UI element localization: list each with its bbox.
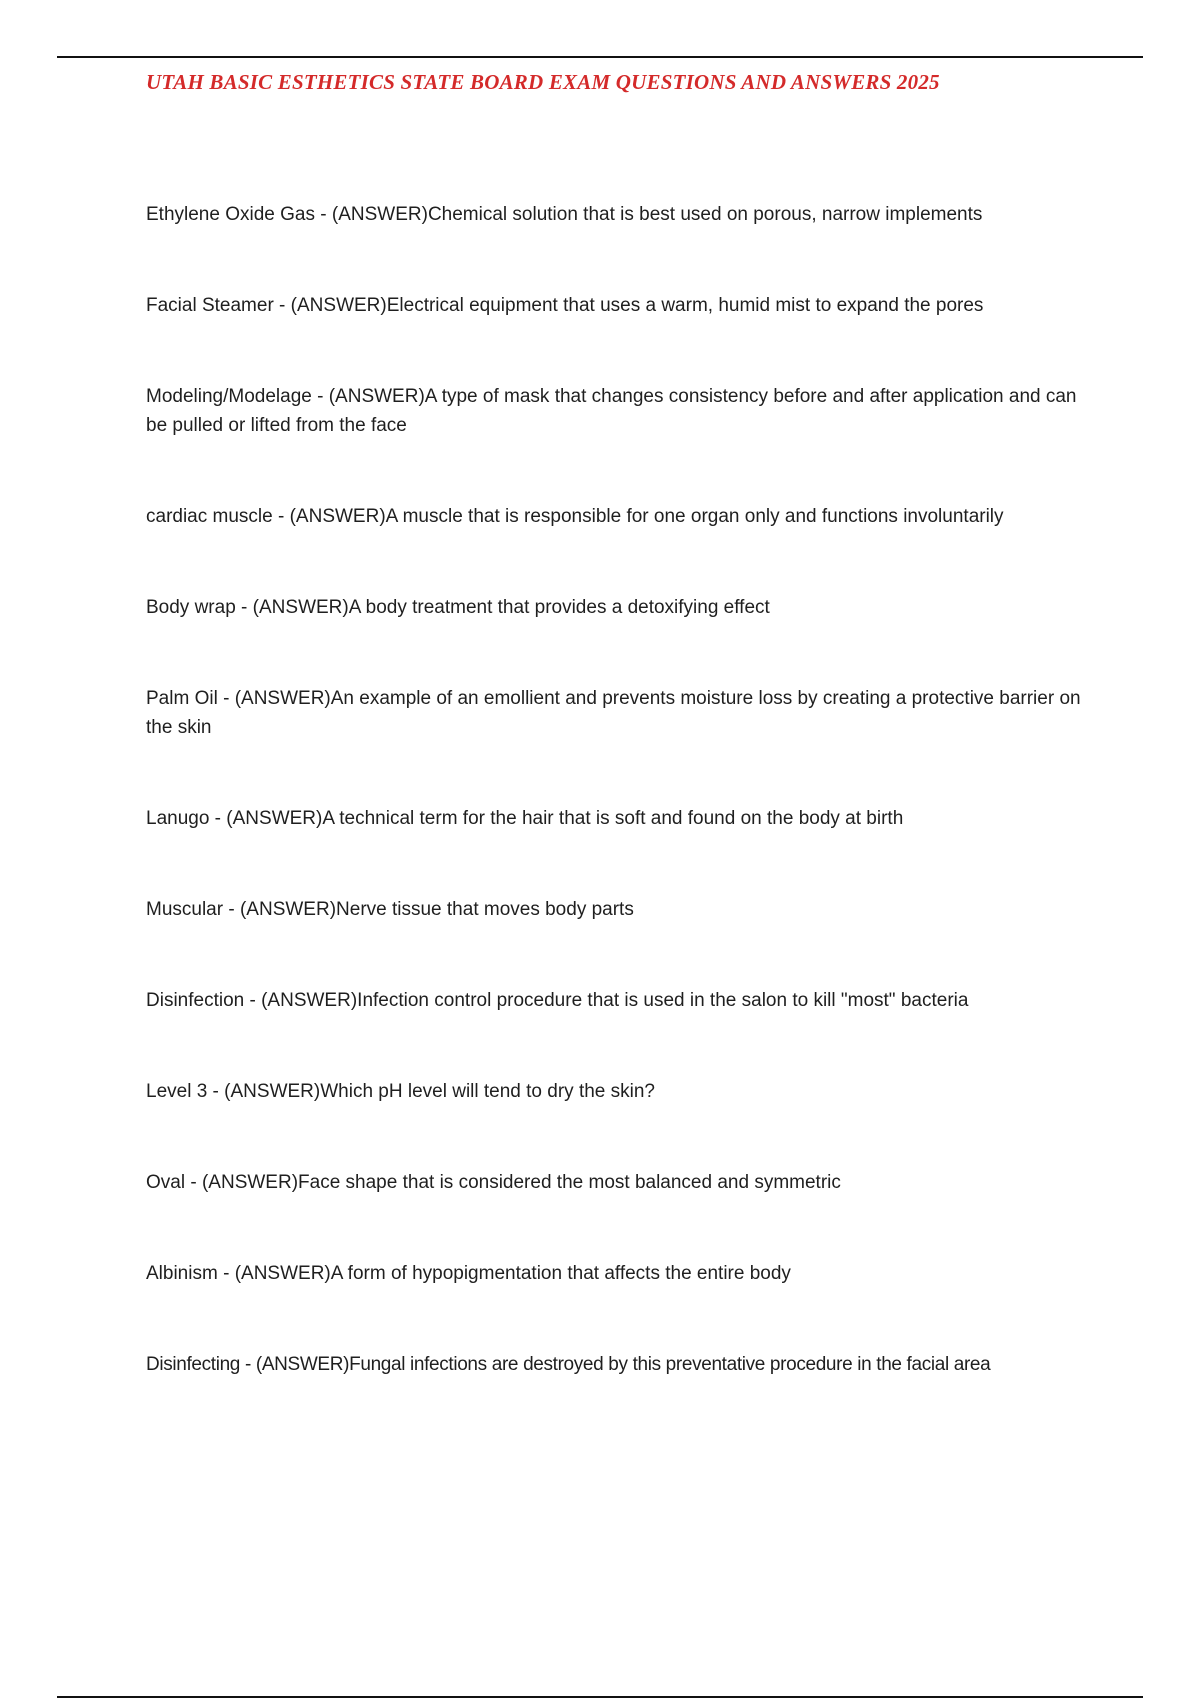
qa-item	[146, 200, 1096, 229]
answer-tag: (ANSWER)	[255, 1354, 350, 1375]
qa-term: Palm Oil	[146, 688, 218, 709]
qa-term: Lanugo	[146, 808, 210, 829]
qa-answer: An example of an emollient and prevents moisture loss by creating a protective barrier on the skin	[146, 688, 1081, 738]
qa-answer: A muscle that is responsible for one organ only and functions involuntarily	[385, 506, 1004, 527]
qa-term: cardiac muscle	[146, 506, 273, 527]
qa-answer: Face shape that is considered the most balanced and symmetric	[298, 1172, 841, 1193]
qa-term: Ethylene Oxide Gas	[146, 204, 315, 225]
qa-term: Muscular	[146, 899, 224, 920]
footer-divider	[57, 1696, 1143, 1698]
qa-separator: -	[209, 808, 227, 829]
qa-item	[146, 1259, 1096, 1288]
qa-answer: A technical term for the hair that is soft and found on the body at birth	[322, 808, 904, 829]
answer-tag: (ANSWER)	[234, 1263, 331, 1284]
qa-separator: -	[311, 386, 329, 407]
qa-item	[146, 986, 1096, 1015]
qa-term: Modeling/Modelage	[146, 386, 312, 407]
answer-tag: (ANSWER)	[239, 899, 337, 920]
qa-item	[146, 1168, 1096, 1197]
qa-answer: Nerve tissue that moves body parts	[336, 899, 634, 920]
qa-separator: -	[244, 990, 262, 1011]
qa-term: Disinfecting	[146, 1354, 241, 1375]
answer-tag: (ANSWER)	[331, 204, 428, 225]
qa-term: Albinism	[146, 1263, 218, 1284]
qa-answer: Infection control procedure that is used in the salon to kill "most" bacteria	[357, 990, 969, 1011]
qa-term: Level 3	[146, 1081, 208, 1102]
qa-term: Facial Steamer	[146, 295, 274, 316]
qa-item	[146, 1350, 1096, 1379]
answer-tag: (ANSWER)	[226, 808, 323, 829]
answer-tag: (ANSWER)	[224, 1081, 321, 1102]
qa-answer: Which pH level will tend to dry the skin?	[320, 1081, 655, 1102]
qa-item	[146, 804, 1096, 833]
qa-separator: -	[272, 506, 290, 527]
qa-separator: -	[207, 1081, 225, 1102]
qa-separator: -	[240, 1354, 256, 1375]
qa-separator: -	[273, 295, 291, 316]
qa-item	[146, 895, 1096, 924]
qa-item	[146, 291, 1096, 320]
qa-term: Oval	[146, 1172, 186, 1193]
answer-tag: (ANSWER)	[289, 506, 386, 527]
answer-tag: (ANSWER)	[290, 295, 387, 316]
qa-item	[146, 502, 1096, 531]
answer-tag: (ANSWER)	[234, 688, 331, 709]
qa-separator: -	[223, 899, 240, 920]
qa-separator: -	[314, 204, 332, 225]
qa-term: Body wrap	[146, 597, 236, 618]
qa-separator: -	[185, 1172, 202, 1193]
qa-item	[146, 382, 1096, 440]
document-title: UTAH BASIC ESTHETICS STATE BOARD EXAM QUESTIONS AND ANSWERS 2025	[146, 70, 940, 94]
qa-answer: Fungal infections are destroyed by this preventative procedure in the facial area	[349, 1354, 991, 1375]
qa-item	[146, 593, 1096, 622]
qa-answer: Electrical equipment that uses a warm, humid mist to expand the pores	[386, 295, 984, 316]
qa-item	[146, 1077, 1096, 1106]
qa-answer: A body treatment that provides a detoxifying effect	[348, 597, 770, 618]
qa-list	[146, 200, 1096, 1379]
answer-tag: (ANSWER)	[201, 1172, 299, 1193]
qa-answer: A form of hypopigmentation that affects the entire body	[330, 1263, 791, 1284]
qa-term: Disinfection	[146, 990, 245, 1011]
qa-answer: Chemical solution that is best used on porous, narrow implements	[427, 204, 983, 225]
answer-tag: (ANSWER)	[252, 597, 349, 618]
qa-separator: -	[235, 597, 253, 618]
qa-separator: -	[217, 1263, 235, 1284]
answer-tag: (ANSWER)	[328, 386, 425, 407]
header-divider	[57, 56, 1143, 58]
qa-answer: A type of mask that changes consistency before and after application and can be pulled or lifted from the face	[146, 386, 1077, 436]
qa-separator: -	[217, 688, 235, 709]
qa-item	[146, 684, 1096, 742]
answer-tag: (ANSWER)	[261, 990, 358, 1011]
